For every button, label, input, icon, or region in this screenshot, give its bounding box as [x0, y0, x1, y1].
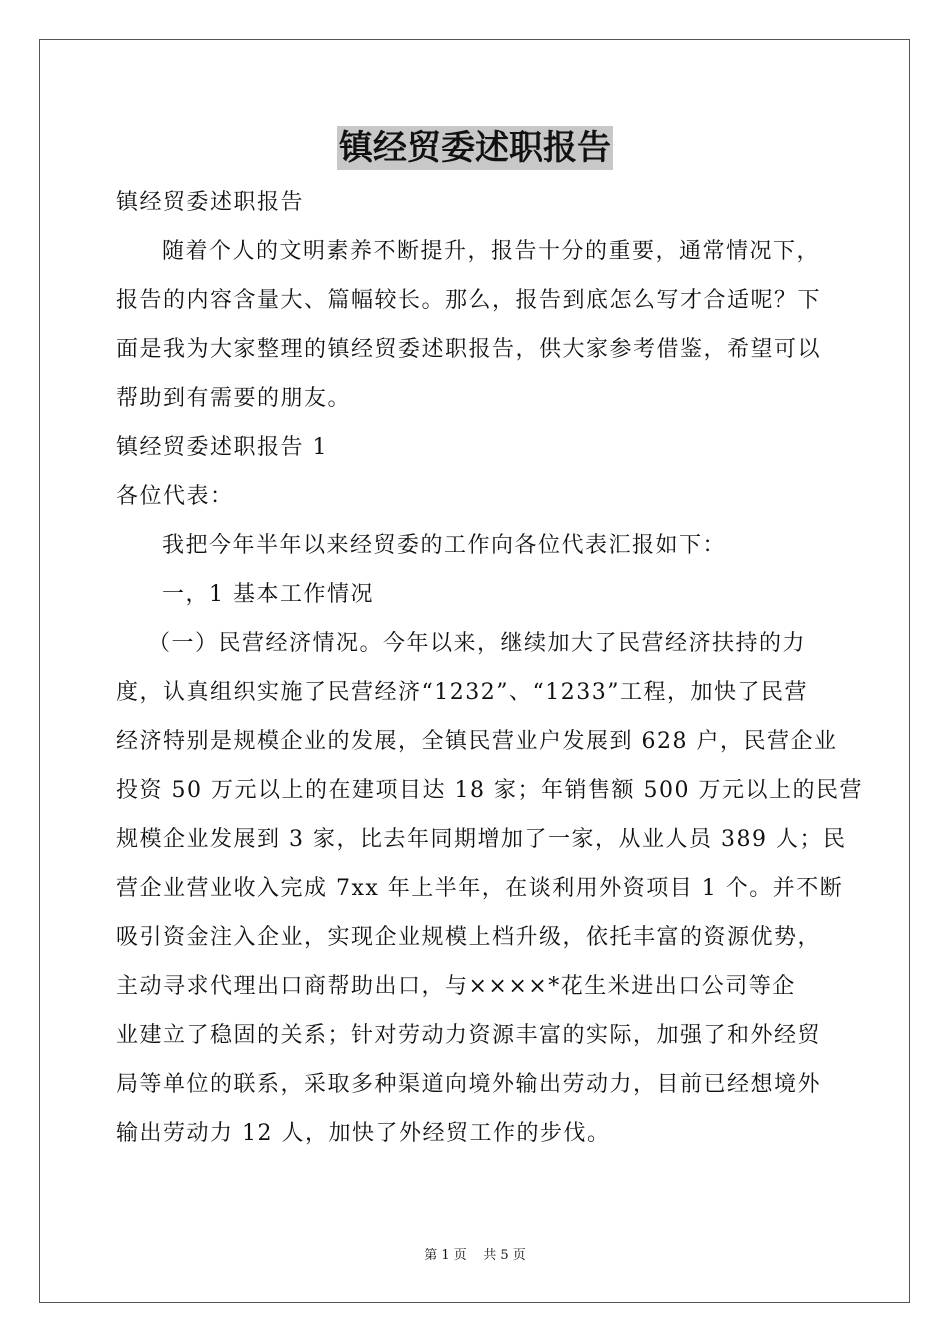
paragraph-line: 报告的内容含量大、篇幅较长。那么，报告到底怎么写才合适呢？下 [116, 288, 822, 313]
title-container [0, 126, 950, 170]
page-footer [0, 1246, 950, 1266]
paragraph-line: 经济特别是规模企业的发展，全镇民营业户发展到 628 户，民营企业 [116, 729, 838, 754]
paragraph-line: （一）民营经济情况。今年以来，继续加大了民营经济扶持的力 [148, 631, 807, 656]
section-heading: 镇经贸委述职报告 1 [116, 435, 328, 460]
salutation: 各位代表： [116, 484, 234, 509]
paragraph-line: 吸引资金注入企业，实现企业规模上档升级，依托丰富的资源优势， [116, 925, 822, 950]
paragraph-line: 营企业营业收入完成 7xx 年上半年，在谈利用外资项目 1 个。并不断 [116, 876, 844, 901]
paragraph-line: 度，认真组织实施了民营经济“1232”、“1233”工程，加快了民营 [116, 680, 808, 705]
paragraph-line: 局等单位的联系，采取多种渠道向境外输出劳动力，目前已经想境外 [116, 1072, 822, 1097]
document-body [116, 178, 863, 1158]
paragraph-line: 主动寻求代理出口商帮助出口，与××××*花生米进出口公司等企 [116, 974, 796, 999]
paragraph-line: 规模企业发展到 3 家，比去年同期增加了一家，从业人员 389 人；民 [116, 827, 847, 852]
paragraph-line: 帮助到有需要的朋友。 [116, 386, 352, 411]
page-total: 共 5 页 [483, 1248, 526, 1263]
paragraph-line: 投资 50 万元以上的在建项目达 18 家；年销售额 500 万元以上的民营 [116, 778, 863, 803]
paragraph-line: 面是我为大家整理的镇经贸委述职报告，供大家参考借鉴，希望可以 [116, 337, 822, 362]
paragraph-line: 输出劳动力 12 人，加快了外经贸工作的步伐。 [116, 1121, 611, 1146]
paragraph-line: 业建立了稳固的关系；针对劳动力资源丰富的实际，加强了和外经贸 [116, 1023, 822, 1048]
page-number: 第 1 页 [424, 1248, 467, 1263]
document-title: 镇经贸委述职报告 [339, 128, 611, 168]
paragraph-line: 我把今年半年以来经贸委的工作向各位代表汇报如下： [162, 533, 727, 558]
paragraph-line: 随着个人的文明素养不断提升，报告十分的重要，通常情况下， [162, 239, 821, 264]
subtitle-line: 镇经贸委述职报告 [116, 190, 305, 215]
subsection-heading: 一，1 基本工作情况 [162, 582, 374, 607]
